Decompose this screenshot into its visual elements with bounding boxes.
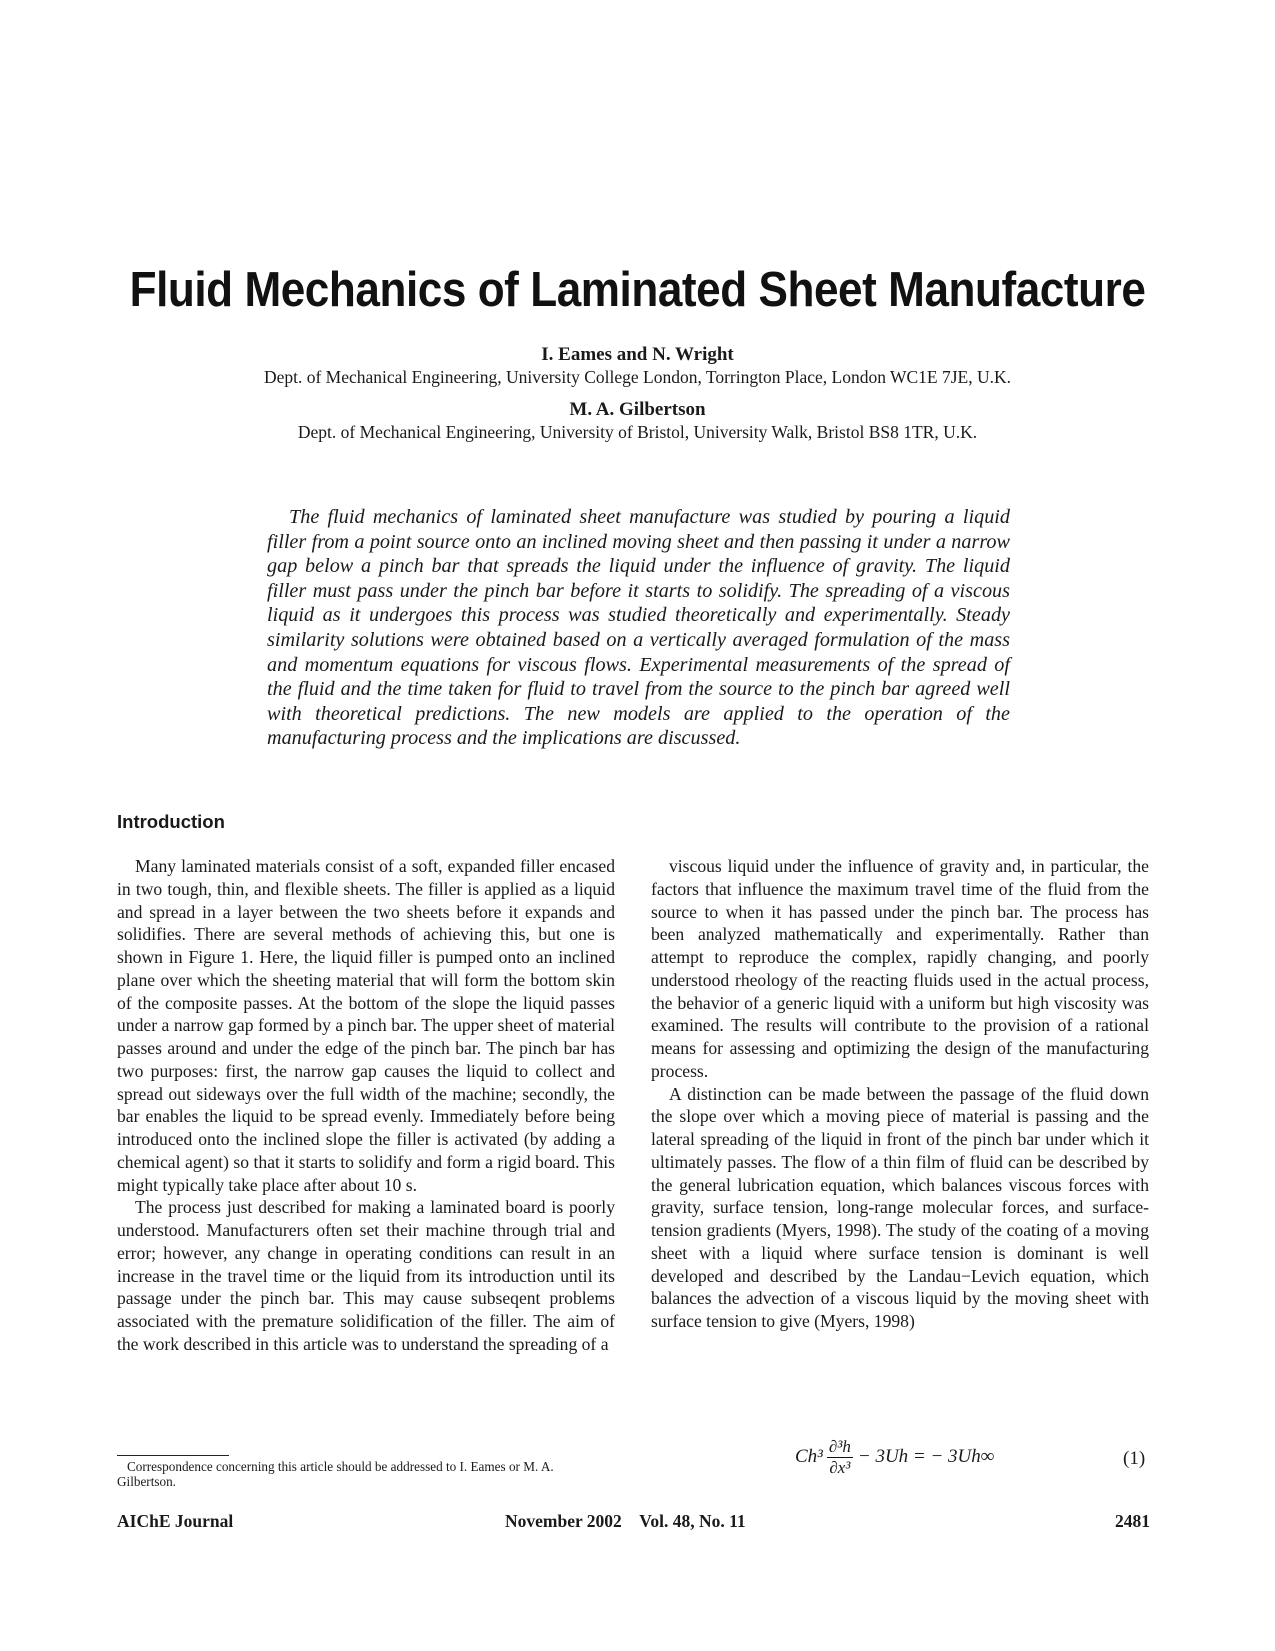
equation-fraction	[827, 1437, 853, 1478]
footer-journal: AIChE Journal	[117, 1511, 234, 1531]
footer-page-number: 2481	[1115, 1511, 1150, 1531]
correspondence-footnote: Correspondence concerning this article should be addressed to I. Eames or M. A. Gilbertson.	[117, 1459, 554, 1489]
author-affiliation-2: Dept. of Mechanical Engineering, University of Bristol, University Walk, Bristol BS8 1TR, U.K.	[297, 422, 978, 442]
abstract: The fluid mechanics of laminated sheet manufacture was studied by pouring a liquid filler from a point source onto an inclined moving sheet and then passing it under a narrow gap below a pinch bar that spreads the liquid under the influence of gravity. The liquid filler must pass under the pinch bar before it starts to solidify. The spreading of a viscous liquid as it undergoes this process was studied theoretically and experimentally. Steady similarity solutions were obtained based on a vertically averaged formulation of the mass and momentum equations for viscous flows. Experimental measurements of the spread of the fluid and the time taken for fluid to travel from the source to the pinch bar agreed well with theoretical predictions. The new models are applied to the operation of the manufacturing process and the implications are discussed.	[267, 506, 1010, 750]
equation-rest: − 3Uh = − 3Uh∞	[857, 1446, 995, 1467]
footnote-divider	[117, 1455, 229, 1456]
equation-fraction-numerator: ∂³h	[828, 1436, 851, 1456]
equation-number: (1)	[1123, 1448, 1146, 1469]
paragraph: A distinction can be made between the passage of the fluid down the slope over which a moving piece of material is passing and the lateral spreading of the liquid in front of the pinch bar under which it ultimately passes. The flow of a thin film of fluid can be described by the general lubrication equation, which balances viscous forces with gravity, surface tension, long-range molecular forces, and surface-tension gradients (Myers, 1998). The study of the coating of a moving sheet with a liquid where surface tension is dominant is well developed and described by the Landau−Levich equation, which balances the advection of a viscous liquid by the moving sheet with surface tension to give (Myers, 1998)	[651, 1083, 1149, 1331]
author-names-1: I. Eames and N. Wright	[541, 344, 734, 365]
paragraph: The process just described for making a laminated board is poorly understood. Manufacturers often set their machine through trial and error; however, any change in operating conditions can result in an increase in the travel time or the liquid from its introduction until its passage under the pinch bar. This may cause subseqent problems associated with the premature solidification of the filler. The aim of the work described in this article was to understand the spreading of a	[117, 1197, 615, 1354]
right-column	[651, 855, 1149, 1333]
equation-lhs-prefix: Ch³	[795, 1446, 823, 1467]
footer-issue: November 2002 Vol. 48, No. 11	[505, 1511, 746, 1531]
paragraph: Many laminated materials consist of a soft, expanded filler encased in two tough, thin, and flexible sheets. The filler is applied as a liquid and spread in a layer between the two sheets before it expands and solidifies. There are several methods of achieving this, but one is shown in Figure 1. Here, the liquid filler is pumped onto an inclined plane over which the sheeting material that will form the bottom skin of the composite passes. At the bottom of the slope the liquid passes under a narrow gap formed by a pinch bar. The upper sheet of material passes around and under the edge of the pinch bar. The pinch bar has two purposes: first, the narrow gap causes the liquid to collect and spread out sideways over the full width of the machine; secondly, the bar enables the liquid to be spread evenly. Immediately before being introduced onto the inclined slope the filler is activated (by adding a chemical agent) so that it starts to solidify and form a rigid board. This might typically take place after about 10 s.	[117, 856, 615, 1195]
equation-fraction-denominator: ∂x³	[829, 1457, 851, 1477]
left-column	[117, 855, 615, 1356]
equation-1	[795, 1432, 994, 1482]
author-affiliation-1: Dept. of Mechanical Engineering, University College London, Torrington Place, London WC1E 7JE, U.K.	[263, 367, 1012, 387]
paragraph: viscous liquid under the influence of gravity and, in particular, the factors that influence the maximum travel time of the fluid from the source to when it has passed under the pinch bar. The process has been analyzed mathematically and experimentally. Rather than attempt to reproduce the complex, rapidly changing, and poorly understood rheology of the reacting fluids used in the actual process, the behavior of a generic liquid with a uniform but high viscosity was examined. The results will contribute to the provision of a rational means for assessing and optimizing the design of the manufacturing process.	[651, 856, 1149, 1081]
paper-title: Fluid Mechanics of Laminated Sheet Manufacture	[129, 263, 1146, 317]
author-block-2	[0, 399, 1275, 443]
author-names-2: M. A. Gilbertson	[569, 399, 706, 420]
author-block-1	[0, 344, 1275, 388]
section-heading-introduction: Introduction	[117, 811, 225, 832]
